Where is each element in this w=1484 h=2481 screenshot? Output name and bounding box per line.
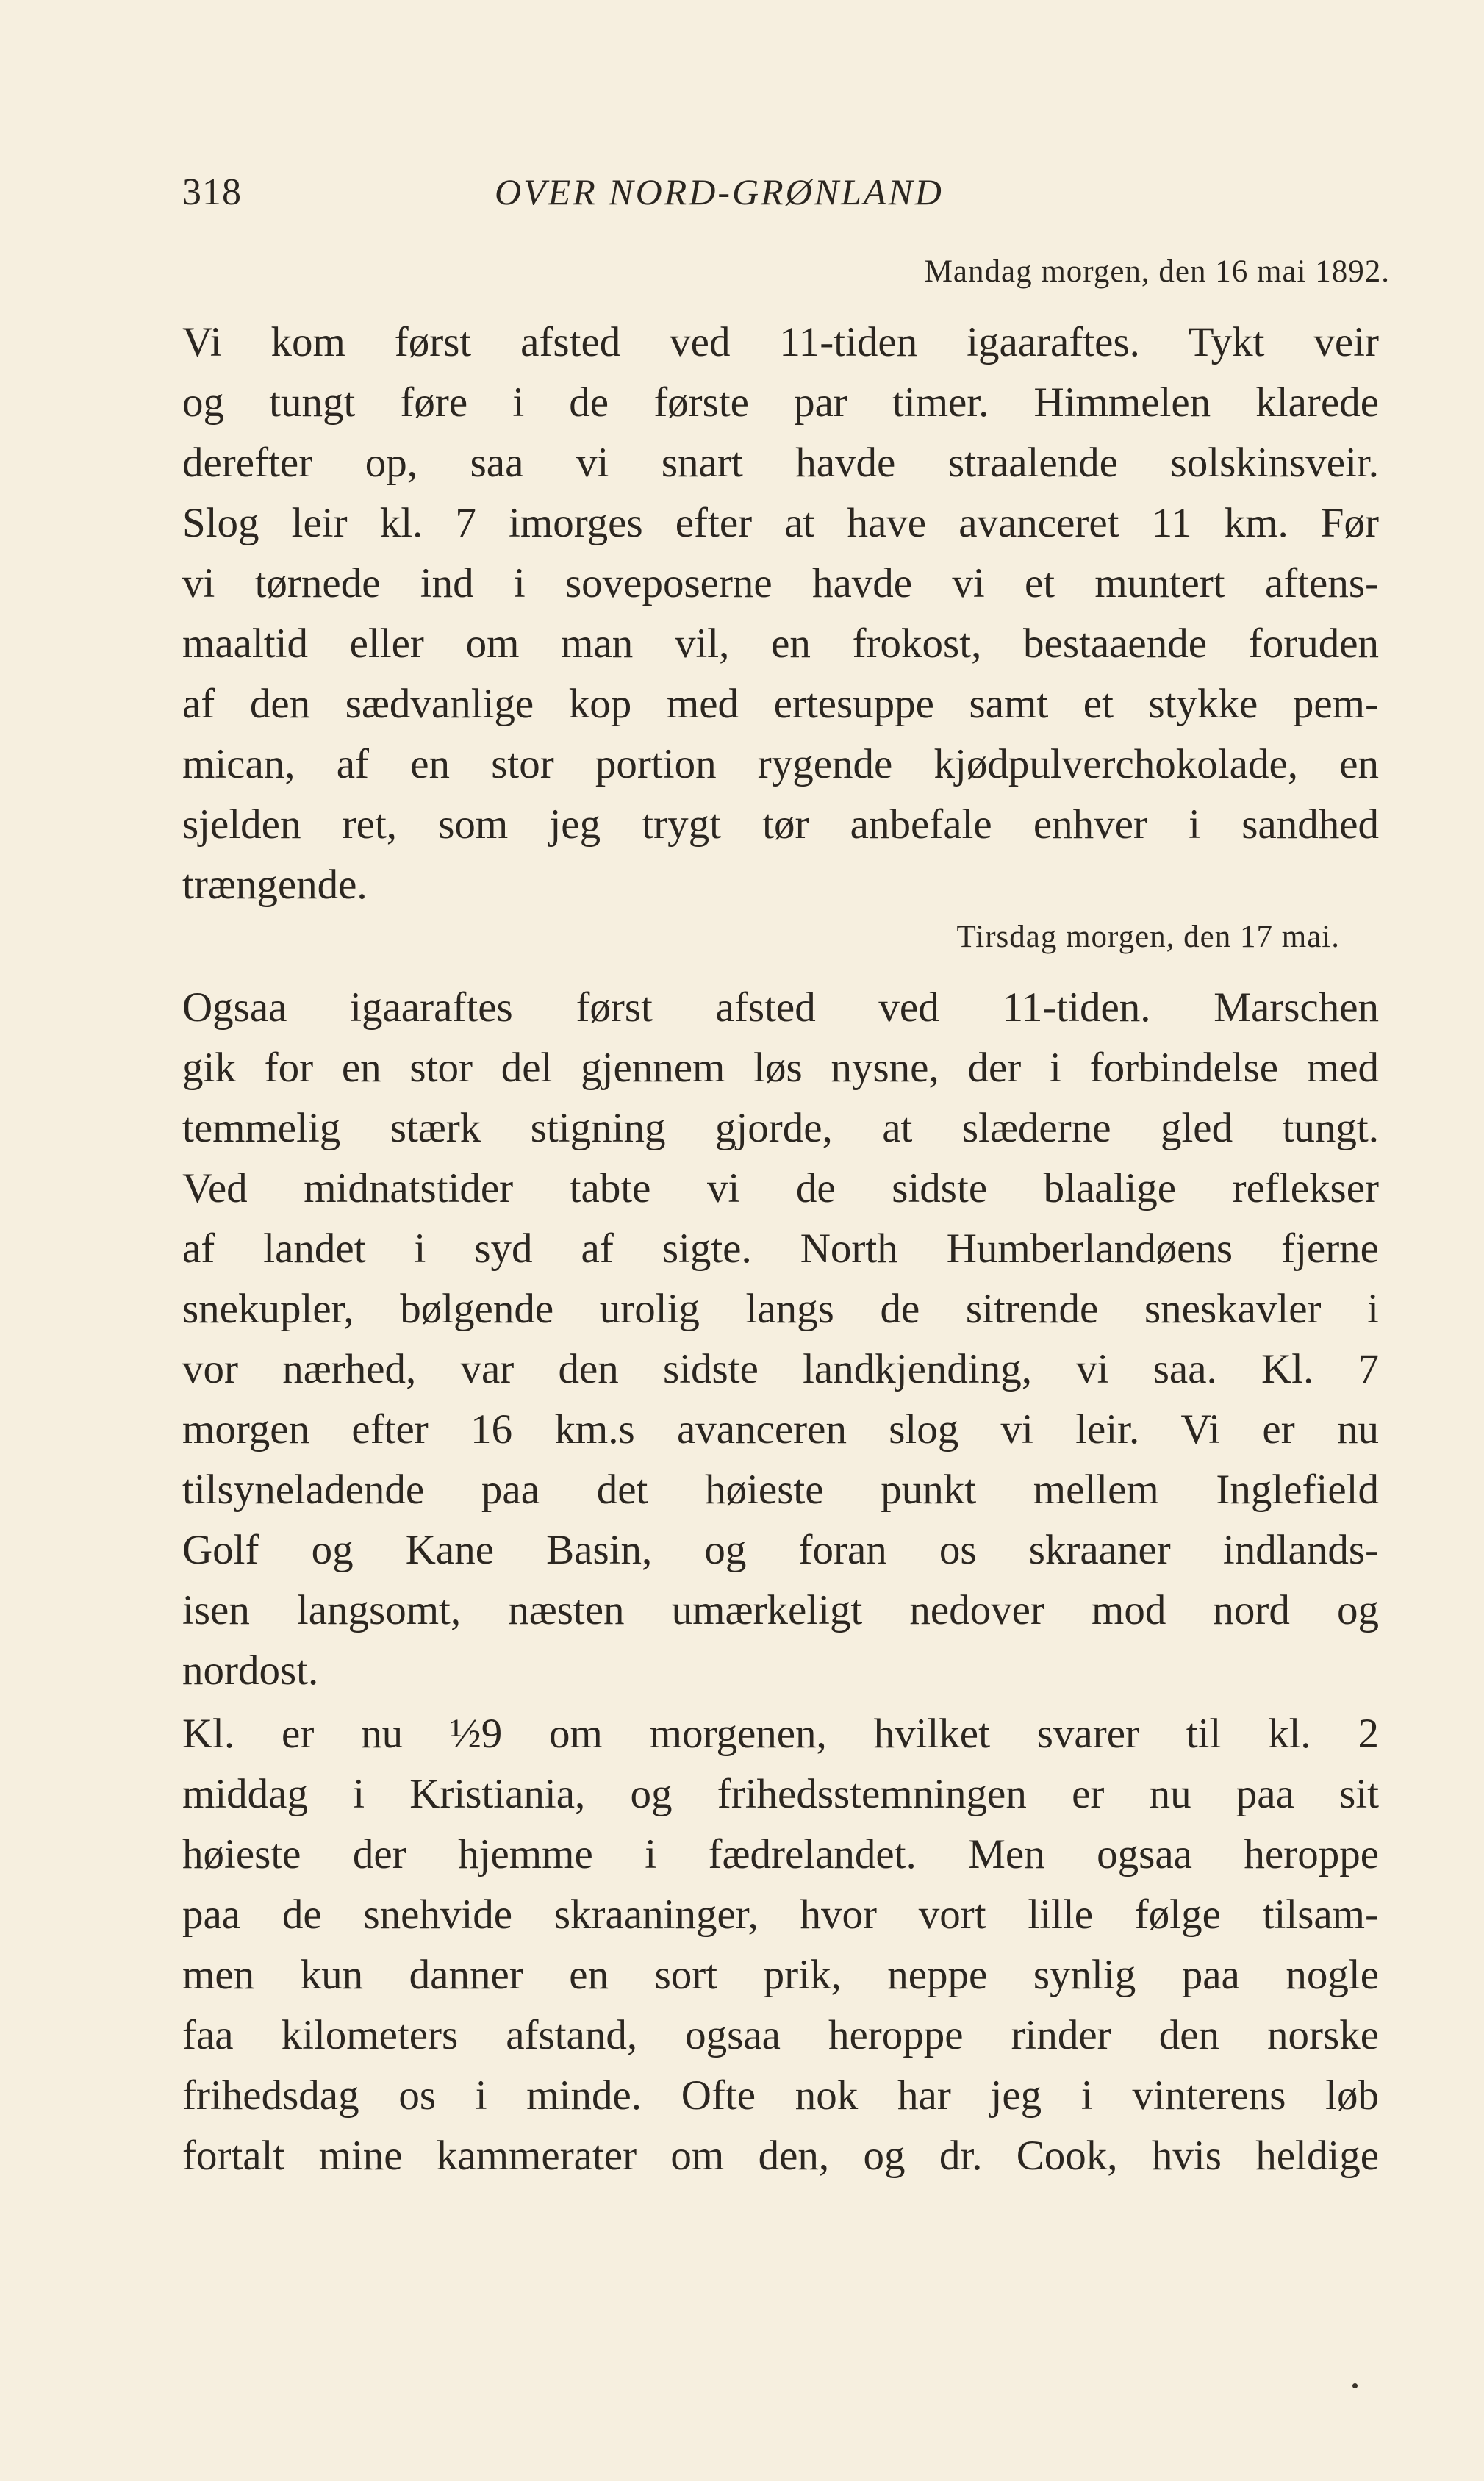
text-line: vi tørnede ind i soveposerne havde vi et muntert aftens- [182, 560, 1379, 606]
text-line: maaltid eller om man vil, en frokost, bestaaende foruden [182, 620, 1379, 667]
text-line: Vi kom først afsted ved 11-tiden igaaraftes. Tykt veir [182, 319, 1379, 365]
text-line: Kl. er nu ½9 om morgenen, hvilket svarer til kl. 2 [182, 1711, 1379, 1757]
paragraph [182, 978, 1379, 1701]
text-line: snekupler, bølgende urolig langs de sitrende sneskavler i [182, 1286, 1379, 1332]
text-line: tilsyneladende paa det høieste punkt mellem Inglefield [182, 1467, 1379, 1513]
text-line: Ogsaa igaaraftes først afsted ved 11-tiden. Marschen [182, 984, 1379, 1031]
text-line: sjelden ret, som jeg trygt tør anbefale enhver i sandhed [182, 801, 1379, 848]
paragraph [182, 1704, 1379, 2186]
paragraph [182, 312, 1379, 915]
text-line: af den sædvanlige kop med ertesuppe samt et stykke pem- [182, 681, 1379, 727]
text-line: trængende. [182, 862, 368, 908]
text-line: middag i Kristiania, og frihedsstemningen er nu paa sit [182, 1771, 1379, 1817]
text-line: derefter op, saa vi snart havde straalende solskinsveir. [182, 440, 1379, 486]
text-line: gik for en stor del gjennem løs nysne, der i forbindelse med [182, 1045, 1379, 1091]
text-line: Slog leir kl. 7 imorges efter at have avanceret 11 km. Før [182, 500, 1379, 546]
text-line: fortalt mine kammerater om den, og dr. Cook, hvis heldige [182, 2133, 1379, 2179]
page-number: 318 [182, 171, 242, 213]
text-line: isen langsomt, næsten umærkeligt nedover mod nord og [182, 1587, 1379, 1633]
text-line: og tungt føre i de første par timer. Himmelen klarede [182, 379, 1379, 426]
running-title: OVER NORD-GRØNLAND [495, 171, 944, 212]
text-line: høieste der hjemme i fædrelandet. Men ogsaa heroppe [182, 1831, 1379, 1877]
text-line: faa kilometers afstand, ogsaa heroppe rinder den norske [182, 2012, 1379, 2058]
text-line: frihedsdag os i minde. Ofte nok har jeg i vinterens løb [182, 2072, 1379, 2119]
text-line: paa de snehvide skraaninger, hvor vort lille følge tilsam- [182, 1891, 1379, 1938]
text-line: vor nærhed, var den sidste landkjending, vi saa. Kl. 7 [182, 1346, 1379, 1392]
running-head [182, 171, 1241, 222]
text-line: nordost. [182, 1647, 319, 1694]
text-line: mican, af en stor portion rygende kjødpulverchokolade, en [182, 741, 1379, 787]
text-line: temmelig stærk stigning gjorde, at slæderne gled tungt. [182, 1105, 1379, 1151]
text-line: Golf og Kane Basin, og foran os skraaner indlands- [182, 1527, 1379, 1573]
text-line: morgen efter 16 km.s avanceren slog vi leir. Vi er nu [182, 1406, 1379, 1453]
ink-speck [1352, 2383, 1358, 2388]
text-line: men kun danner en sort prik, neppe synlig paa nogle [182, 1952, 1379, 1998]
text-line: Ved midnatstider tabte vi de sidste blaalige reflekser [182, 1165, 1379, 1211]
dateline: Mandag morgen, den 16 mai 1892. [924, 254, 1390, 289]
dateline: Tirsdag morgen, den 17 mai. [956, 920, 1340, 954]
text-line: af landet i syd af sigte. North Humberlandøens fjerne [182, 1225, 1379, 1272]
